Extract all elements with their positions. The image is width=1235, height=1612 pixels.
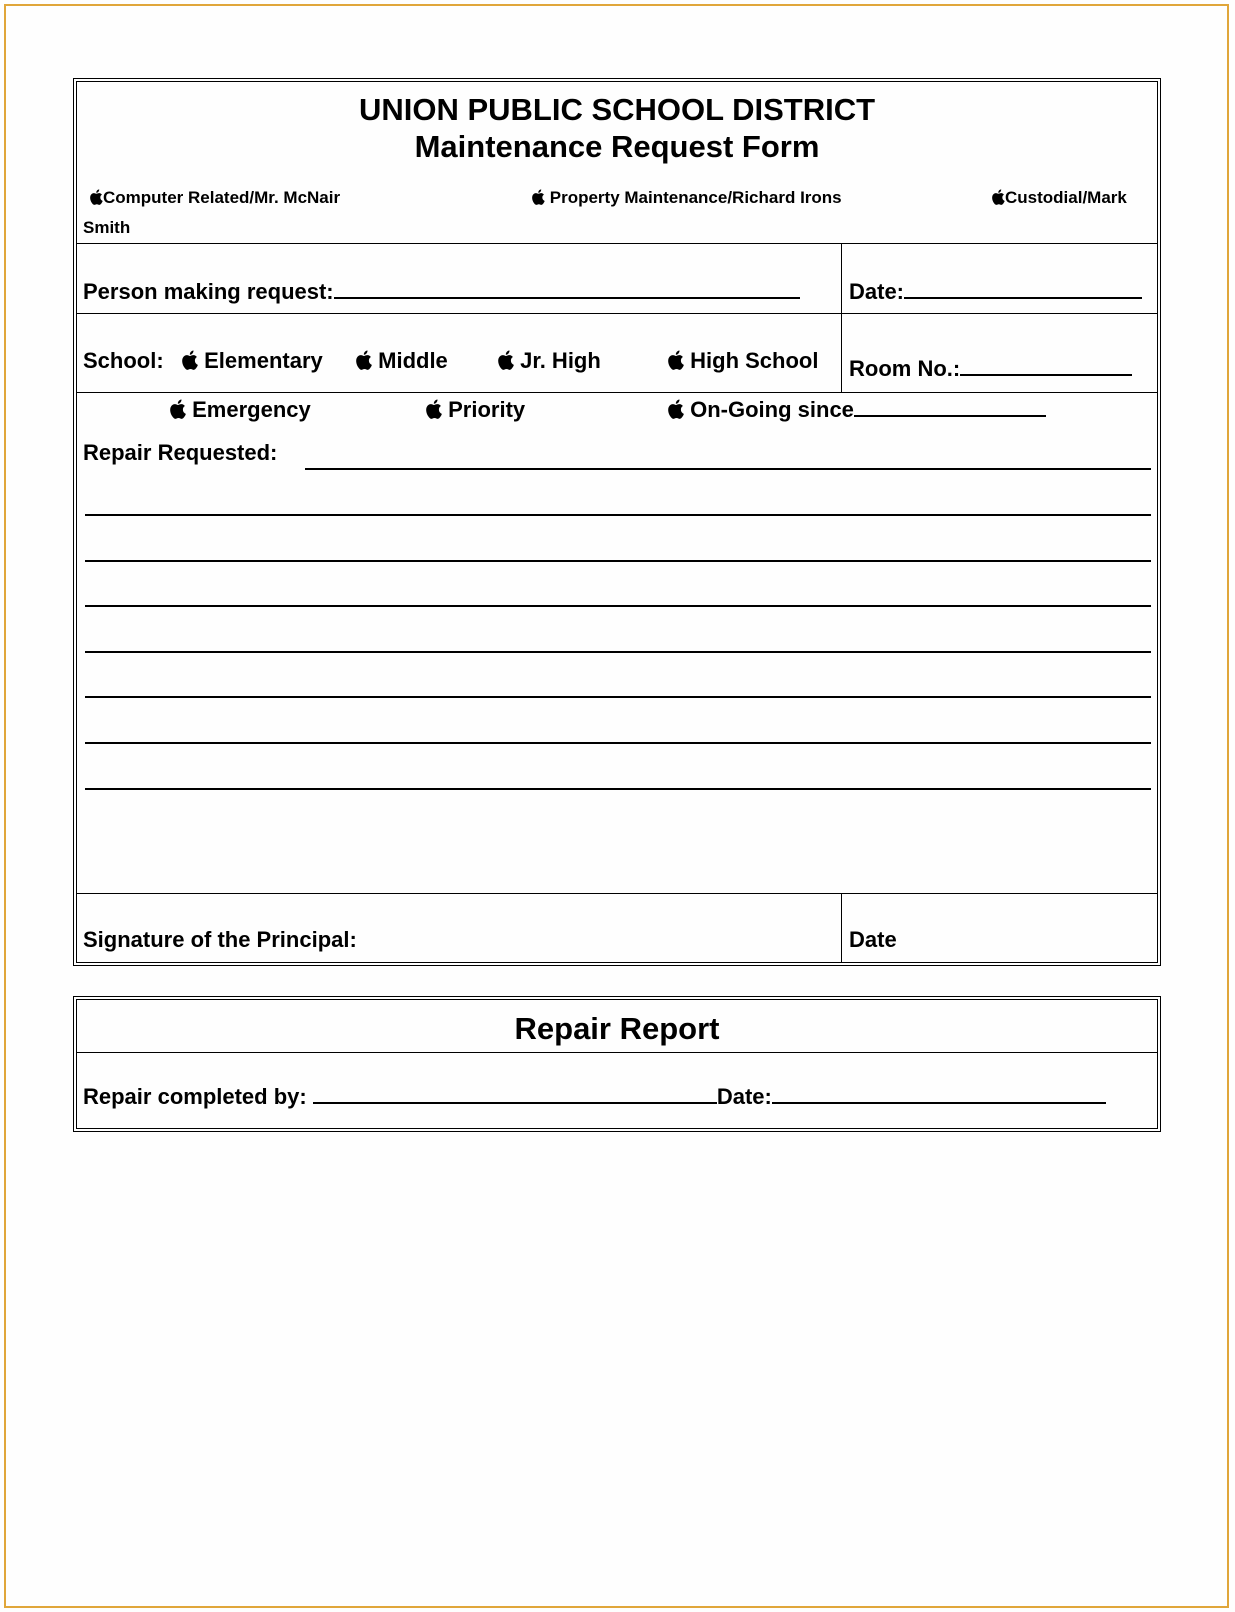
priority-option-emergency[interactable]: Emergency (169, 397, 311, 423)
repair-requested-line[interactable] (85, 560, 1151, 562)
school-label: School: (83, 348, 164, 373)
apple-icon (181, 350, 198, 370)
dept-property-maintenance[interactable]: Property Maintenance/Richard Irons (531, 188, 842, 208)
apple-icon (169, 399, 186, 419)
divider (77, 1052, 1157, 1053)
apple-icon (991, 189, 1005, 205)
priority-option-ongoing[interactable]: On-Going since (667, 397, 1046, 423)
maintenance-request-form (76, 81, 1158, 963)
repair-requested-line[interactable] (305, 468, 1151, 470)
divider (77, 313, 1157, 314)
repair-date-label: Date: (716, 1084, 772, 1109)
school-option-high-school[interactable]: High School (667, 348, 818, 374)
repair-requested-line[interactable] (85, 605, 1151, 607)
divider (77, 243, 1157, 244)
room-number-field[interactable]: Room No.: (849, 356, 1132, 382)
repair-report-section (76, 999, 1158, 1129)
apple-icon (425, 399, 442, 419)
repair-requested-line[interactable] (85, 696, 1151, 698)
apple-icon (89, 189, 103, 205)
column-divider (841, 243, 842, 392)
person-making-request-field[interactable]: Person making request: (83, 279, 800, 305)
dept-computer[interactable]: Computer Related/Mr. McNair (89, 188, 340, 208)
school-option-elementary[interactable]: Elementary (181, 348, 323, 374)
repair-requested-line[interactable] (85, 651, 1151, 653)
repair-requested-line[interactable] (85, 742, 1151, 744)
school-option-jr-high[interactable]: Jr. High (497, 348, 601, 374)
divider (77, 893, 1157, 894)
repair-requested-label: Repair Requested: (83, 440, 278, 465)
apple-icon (531, 189, 545, 205)
request-date-field[interactable]: Date: (849, 279, 1142, 305)
repair-report-title: Repair Report (514, 1011, 720, 1046)
form-title: Maintenance Request Form (414, 129, 820, 164)
dept-custodial[interactable]: Custodial/Mark (991, 188, 1127, 208)
district-name: UNION PUBLIC SCHOOL DISTRICT (358, 92, 876, 127)
dept-overflow-text: Smith (83, 218, 131, 237)
signature-date-field[interactable]: Date (849, 927, 897, 952)
repair-completed-by-field[interactable]: Repair completed by: Date: (83, 1084, 1106, 1110)
apple-icon (497, 350, 514, 370)
school-option-middle[interactable]: Middle (355, 348, 448, 374)
apple-icon (355, 350, 372, 370)
priority-option-priority[interactable]: Priority (425, 397, 525, 423)
apple-icon (667, 350, 684, 370)
repair-requested-line[interactable] (85, 788, 1151, 790)
repair-requested-line[interactable] (85, 514, 1151, 516)
apple-icon (667, 399, 684, 419)
divider (77, 392, 1157, 393)
principal-signature-field[interactable]: Signature of the Principal: (83, 927, 357, 952)
column-divider (841, 893, 842, 962)
